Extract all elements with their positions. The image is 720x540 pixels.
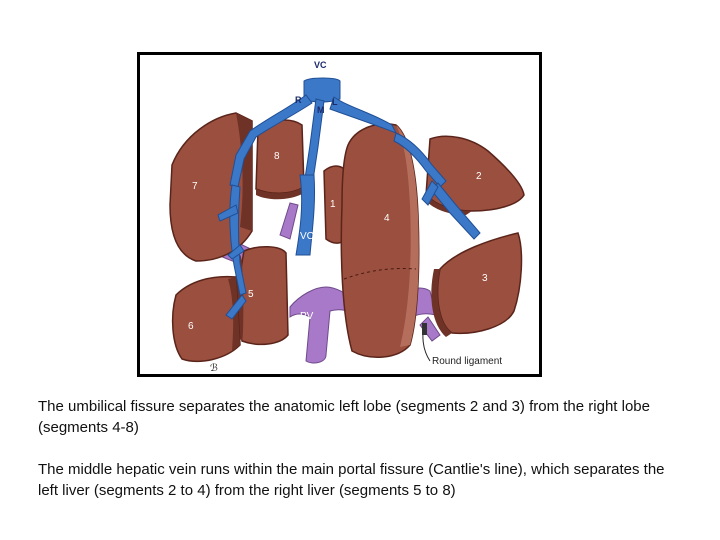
segment-7-label: 7 [192, 181, 198, 192]
vena-cava-bottom-label: VC [300, 231, 314, 242]
segment-4 [341, 124, 418, 357]
segment-3 [431, 233, 521, 337]
segment-6-label: 6 [188, 321, 194, 332]
caption-umbilical-fissure: The umbilical fissure separates the anatomic left lobe (segments 2 and 3) from the right lobe (segments 4-8) [38, 398, 650, 436]
segment-5-label: 5 [248, 289, 254, 300]
round-ligament-label: Round ligament [432, 356, 503, 367]
liver-segments-diagram [140, 55, 539, 374]
segment-2-label: 2 [476, 171, 482, 182]
segment-8-label: 8 [274, 151, 280, 162]
vena-cava-top-label: VC [314, 60, 327, 70]
segment-1-label: 1 [330, 199, 336, 210]
small-mark: ℬ [210, 363, 218, 374]
middle-hepatic-vein-label: M [317, 105, 325, 115]
segment-3-label: 3 [482, 273, 488, 284]
liver-segments-figure [137, 52, 542, 377]
left-hepatic-vein-label: L [332, 97, 338, 107]
right-hepatic-vein-label: R [295, 95, 302, 105]
segment-4-label: 4 [384, 213, 390, 224]
caption-middle-hepatic-vein: The middle hepatic vein runs within the main portal fissure (Cantlie's line), which separates the left liver (segments 2 to 4) from the right liver (segments 5 to 8) [38, 461, 665, 499]
segment-6 [173, 277, 240, 374]
portal-vein-label: PV [300, 311, 314, 322]
